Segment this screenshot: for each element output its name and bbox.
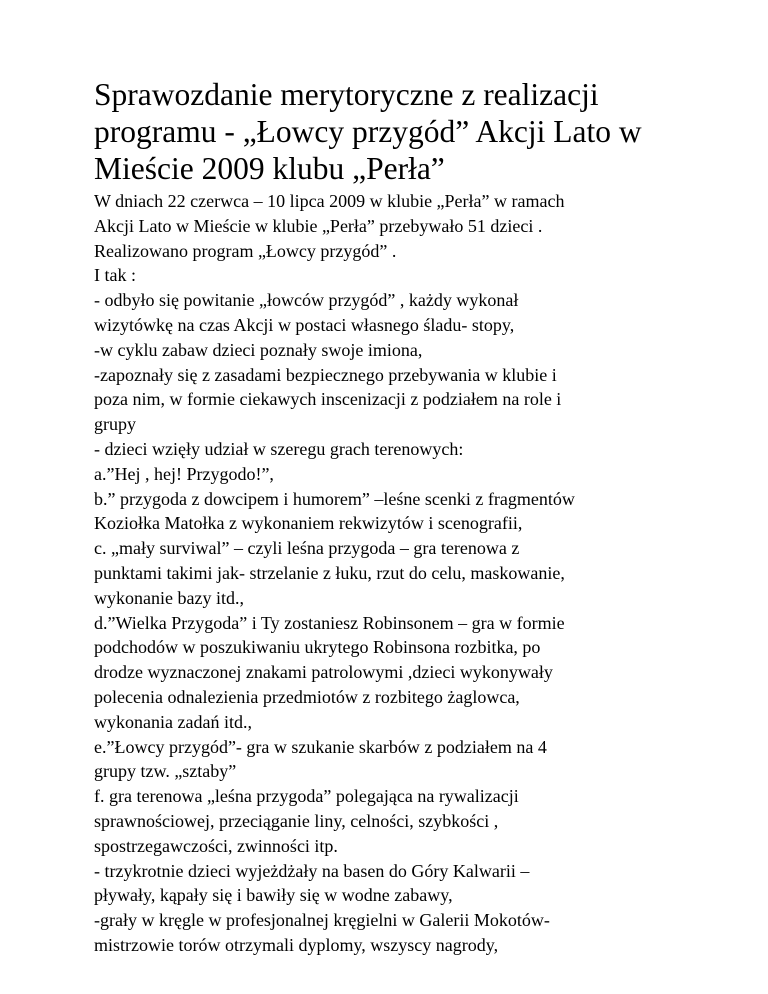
body-line: spostrzegawczości, zwinności itp. [94, 835, 338, 856]
title-line: Mieście 2009 klubu „Perła” [94, 151, 445, 186]
body-line: a.”Hej , hej! Przygodo!”, [94, 463, 274, 484]
body-line: grupy [94, 414, 136, 435]
body-line: poza nim, w formie ciekawych inscenizacji z podziałem na role i [94, 389, 562, 410]
body-line: - odbyło się powitanie „łowców przygód” , każdy wykonał [94, 290, 519, 311]
body-line: -zapoznały się z zasadami bezpiecznego przebywania w klubie i [94, 364, 557, 385]
body-line: c. „mały surviwal” – czyli leśna przygoda – gra terenowa z [94, 538, 520, 559]
title-line: Sprawozdanie merytoryczne z realizacji [94, 77, 599, 112]
document-body [94, 189, 714, 958]
body-line: mistrzowie torów otrzymali dyplomy, wszyscy nagrody, [94, 934, 499, 955]
body-line: - trzykrotnie dzieci wyjeżdżały na basen do Góry Kalwarii – [94, 860, 530, 881]
body-line: pływały, kąpały się i bawiły się w wodne zabawy, [94, 885, 453, 906]
document-title [94, 76, 714, 187]
body-line: Koziołka Matołka z wykonaniem rekwizytów i scenografii, [94, 513, 523, 534]
body-line: Realizowano program „Łowcy przygód” . [94, 240, 397, 261]
body-line: f. gra terenowa „leśna przygoda” polegająca na rywalizacji [94, 786, 519, 807]
body-line: b.” przygoda z dowcipem i humorem” –leśne scenki z fragmentów [94, 488, 575, 509]
body-line: drodze wyznaczonej znakami patrolowymi ,dzieci wykonywały [94, 662, 553, 683]
body-line: -grały w kręgle w profesjonalnej kręgielni w Galerii Mokotów- [94, 910, 550, 931]
body-line: - dzieci wzięły udział w szeregu grach terenowych: [94, 438, 464, 459]
body-line: wizytówkę na czas Akcji w postaci własnego śladu- stopy, [94, 314, 515, 335]
body-line: punktami takimi jak- strzelanie z łuku, rzut do celu, maskowanie, [94, 562, 565, 583]
document-page [94, 76, 714, 958]
body-line: wykonania zadań itd., [94, 711, 252, 732]
body-line: grupy tzw. „sztaby” [94, 761, 237, 782]
body-line: sprawnościowej, przeciąganie liny, celności, szybkości , [94, 810, 499, 831]
body-line: wykonanie bazy itd., [94, 587, 244, 608]
body-line: polecenia odnalezienia przedmiotów z rozbitego żaglowca, [94, 686, 520, 707]
body-line: podchodów w poszukiwaniu ukrytego Robinsona rozbitka, po [94, 637, 541, 658]
body-line: e.”Łowcy przygód”- gra w szukanie skarbów z podziałem na 4 [94, 736, 547, 757]
body-line: Akcji Lato w Mieście w klubie „Perła” przebywało 51 dzieci . [94, 215, 543, 236]
body-line: W dniach 22 czerwca – 10 lipca 2009 w klubie „Perła” w ramach [94, 191, 565, 211]
body-line: -w cyklu zabaw dzieci poznały swoje imiona, [94, 339, 423, 360]
title-line: programu - „Łowcy przygód” Akcji Lato w [94, 114, 642, 149]
body-line: d.”Wielka Przygoda” i Ty zostaniesz Robinsonem – gra w formie [94, 612, 565, 633]
body-line: I tak : [94, 265, 136, 286]
